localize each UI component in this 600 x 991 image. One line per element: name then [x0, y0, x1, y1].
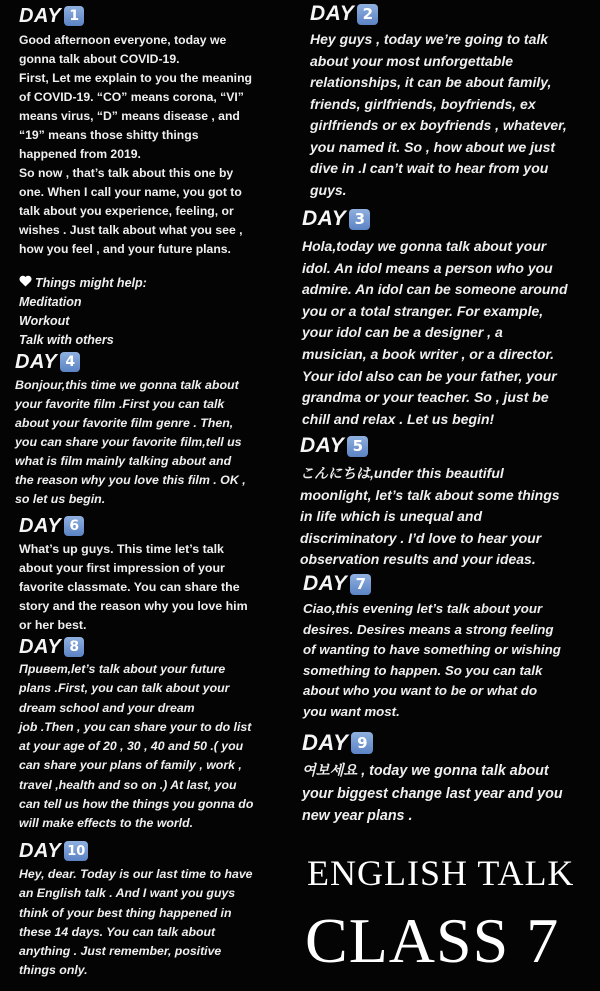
- day-2-section: [310, 2, 598, 201]
- text-line: Hey, dear. Today is our last time to have: [19, 867, 253, 881]
- day-10-header: [19, 840, 294, 862]
- day-label: DAY: [303, 572, 348, 595]
- text-line: chill and relax . Let us begin!: [302, 410, 495, 427]
- day-4-section: [15, 350, 290, 509]
- help-item: Meditation: [19, 295, 82, 309]
- text-line: Ciao,this evening let’s talk about your: [303, 601, 543, 616]
- day-5-header: [300, 433, 598, 459]
- text-line: how you feel , and your future plans.: [19, 242, 231, 256]
- text-line: musician, a book writer , or a director.: [302, 345, 555, 362]
- day-6-section: [19, 514, 294, 635]
- text-line: gonna talk about COVID-19.: [19, 52, 180, 66]
- day-7-header: [303, 572, 598, 596]
- day-label: DAY: [15, 350, 58, 373]
- day-1-section: [19, 4, 289, 259]
- text-line: of wanting to have something or wishing: [303, 642, 561, 658]
- text-line: こんにちは,under this beautiful: [300, 465, 504, 481]
- text-line: story and the reason why you love him: [19, 599, 248, 613]
- text-line: about who you want to be or what do: [303, 683, 538, 699]
- day-4-header: [15, 350, 290, 374]
- text-line: at your age of 20 , 30 , 40 and 50 .( you: [19, 739, 244, 754]
- text-line: you can share your favorite film,tell us: [15, 435, 242, 449]
- text-line: your biggest change last year and you: [302, 785, 563, 802]
- text-line: admire. An idol can be someone around: [302, 281, 568, 298]
- day-label: DAY: [19, 4, 62, 27]
- text-line: you named it. So , how about we just: [310, 138, 556, 155]
- text-line: your idol can be a designer , a: [302, 324, 503, 341]
- text-line: talk about you experience, feeling, or: [19, 204, 234, 218]
- text-line: desires. Desires means a strong feeling: [303, 621, 554, 637]
- number-badge-4: 4: [60, 352, 80, 372]
- text-line: favorite classmate. You can share the: [19, 580, 240, 594]
- text-line: guys.: [310, 181, 347, 198]
- day-9-section: [302, 730, 598, 828]
- text-line: Hola,today we gonna talk about your: [302, 238, 547, 254]
- day-label: DAY: [19, 635, 62, 658]
- text-line: travel ,health and so on .) At last, you: [19, 777, 237, 792]
- day-2-header: [310, 2, 598, 26]
- text-line: dive in .I can’t wait to hear from you: [310, 160, 549, 176]
- day-1-header: [19, 4, 289, 28]
- text-line: Hey guys , today we’re going to talk: [310, 31, 549, 47]
- text-line: you want most.: [303, 703, 400, 719]
- number-badge-10: 10: [64, 841, 88, 861]
- day-label: DAY: [300, 434, 345, 457]
- day-label: DAY: [19, 839, 62, 862]
- white-heart-icon: [19, 274, 32, 293]
- text-line: 여보세요 , today we gonna talk about: [302, 763, 549, 779]
- help-list: [19, 274, 147, 350]
- text-line: anything . Just remember, positive: [19, 944, 222, 959]
- text-line: wishes . Just talk about what you see ,: [19, 223, 243, 237]
- text-line: friends, girlfriends, boyfriends, ex: [310, 95, 536, 112]
- text-line: job .Then , you can share your to do list: [19, 719, 252, 734]
- text-line: grandma or your teacher. So , just be: [302, 389, 549, 406]
- text-line: what is film mainly talking about and: [15, 454, 232, 468]
- text-line: discriminatory . I’d love to hear your: [300, 529, 542, 546]
- help-title: Things might help:: [35, 276, 147, 290]
- title-english-talk: ENGLISH TALK: [307, 853, 575, 893]
- text-line: relationships, it can be about family,: [310, 74, 552, 90]
- text-line: observation results and your ideas.: [300, 551, 536, 568]
- text-line: girlfriends or ex boyfriends , whatever,: [310, 117, 567, 133]
- text-line: can tell us how the things you gonna do: [19, 797, 254, 812]
- text-line: can share your plans of family , work ,: [19, 758, 242, 773]
- text-line: What’s up guys. This time let’s talk: [19, 542, 224, 556]
- text-line: about your favorite film genre . Then,: [15, 416, 234, 430]
- text-line: So now , that’s talk about this one by: [19, 166, 234, 180]
- number-badge-3: 3: [349, 209, 370, 230]
- text-line: will make effects to the world.: [19, 816, 194, 831]
- text-line: your favorite film .First you can talk: [15, 397, 225, 411]
- day-label: DAY: [310, 2, 355, 25]
- text-line: idol. An idol means a person who you: [302, 259, 553, 276]
- text-line: so let us begin.: [15, 492, 106, 506]
- text-line: “19” means those shitty things: [19, 128, 199, 142]
- text-line: dream school and your dream: [19, 700, 195, 715]
- number-badge-7: 7: [350, 574, 371, 595]
- help-item: Workout: [19, 314, 70, 328]
- day-9-header: [302, 730, 598, 756]
- text-line: happened from 2019.: [19, 147, 141, 161]
- text-line: something to happen. So you can talk: [303, 662, 543, 678]
- text-line: about your most unforgettable: [310, 52, 513, 69]
- text-line: these 14 days. You can talk about: [19, 924, 216, 939]
- number-badge-6: 6: [64, 516, 84, 536]
- text-line: an English talk . And I want you guys: [19, 886, 236, 901]
- day-8-header: [19, 636, 294, 658]
- help-title-row: [19, 274, 147, 293]
- text-line: one. When I call your name, you got to: [19, 185, 242, 199]
- day-3-header: [302, 206, 598, 232]
- text-line: First, Let me explain to you the meaning: [19, 71, 252, 85]
- text-line: new year plans .: [302, 808, 413, 825]
- text-line: in life which is unequal and: [300, 508, 483, 525]
- number-badge-8: 8: [64, 637, 84, 657]
- help-item: Talk with others: [19, 333, 114, 347]
- day-label: DAY: [302, 207, 347, 230]
- text-line: Your idol also can be your father, your: [302, 367, 557, 384]
- number-badge-2: 2: [357, 4, 378, 25]
- text-line: or her best.: [19, 618, 87, 632]
- day-label: DAY: [19, 514, 62, 537]
- text-line: Bonjour,this time we gonna talk about: [15, 378, 239, 392]
- day-8-section: [19, 636, 294, 834]
- number-badge-1: 1: [64, 6, 84, 26]
- text-line: things only.: [19, 963, 88, 978]
- day-label: DAY: [302, 730, 349, 755]
- number-badge-9: 9: [351, 732, 373, 754]
- text-line: of COVID-19. “CO” means corona, “VI”: [19, 90, 244, 104]
- text-line: Привет,let’s talk about your future: [19, 662, 226, 676]
- day-5-section: [300, 433, 598, 571]
- text-line: about your first impression of your: [19, 561, 225, 575]
- day-7-section: [303, 572, 598, 723]
- day-6-header: [19, 514, 294, 538]
- text-line: Good afternoon everyone, today we: [19, 33, 227, 47]
- text-line: moonlight, let’s talk about some things: [300, 486, 560, 503]
- number-badge-5: 5: [347, 436, 368, 457]
- text-line: the reason why you love this film . OK ,: [15, 473, 246, 487]
- text-line: means virus, “D” means disease , and: [19, 109, 240, 123]
- text-line: plans .First, you can talk about your: [19, 681, 230, 696]
- day-10-section: [19, 840, 294, 981]
- day-3-section: [302, 206, 598, 430]
- text-line: you or a total stranger. For example,: [302, 302, 544, 319]
- title-class-number: CLASS 7: [305, 905, 560, 976]
- text-line: think of your best thing happened in: [19, 905, 232, 920]
